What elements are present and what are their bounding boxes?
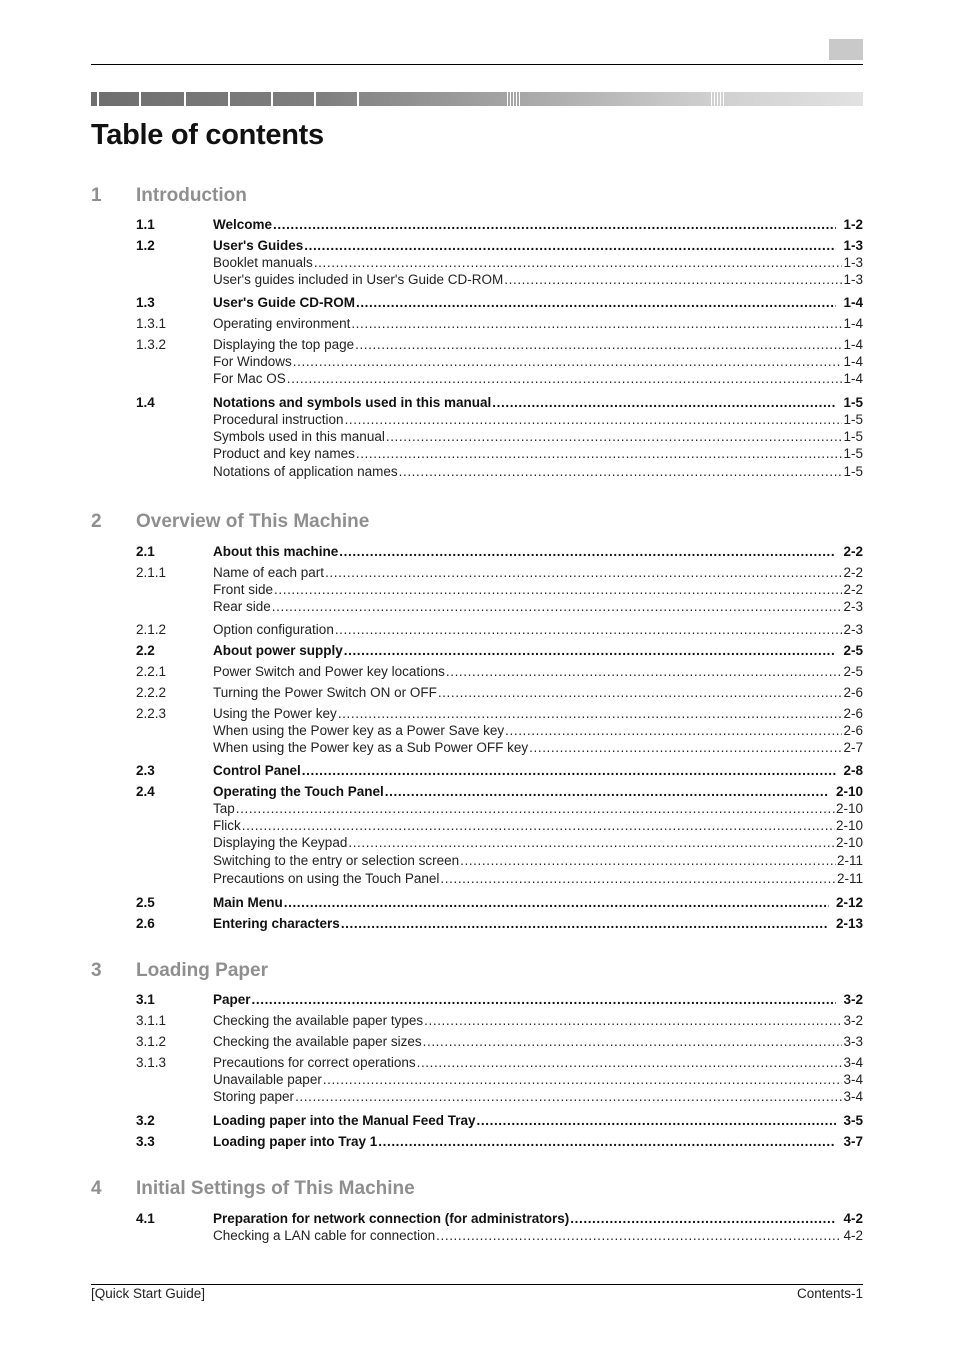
toc-entry-number: 3.2 [136,1113,155,1128]
toc-entry-title: Loading paper into the Manual Feed Tray [213,1113,476,1128]
chapter-number: 2 [91,511,102,532]
toc-entry-title: Welcome [213,217,273,232]
dot-leader [304,237,836,254]
toc-entry-title: Symbols used in this manual [213,429,385,444]
toc-entry-title: Displaying the Keypad [213,835,348,850]
toc-entry[interactable] [136,353,863,370]
toc-entry[interactable] [136,543,863,560]
dot-leader [477,1112,837,1129]
toc-entry[interactable] [136,991,863,1008]
dot-leader [236,800,835,817]
toc-entry-number: 1.4 [136,395,155,410]
toc-entry-title: Tap [213,801,235,816]
dot-leader [436,1227,842,1244]
dot-leader [344,642,837,659]
dot-leader [356,294,837,311]
dot-leader [284,894,829,911]
toc-entry-number: 1.3 [136,295,155,310]
toc-entry-number: 3.1.3 [136,1055,167,1070]
toc-entry[interactable] [136,894,863,911]
toc-entry-title: For Mac OS [213,371,286,386]
toc-entry-page: 3-3 [843,1034,863,1049]
toc-entry-title: Checking the available paper sizes [213,1034,422,1049]
toc-entry[interactable] [136,598,863,615]
toc-entry-number: 3.1.2 [136,1034,167,1049]
toc-entry-number: 1.2 [136,238,155,253]
toc-entry-title: Power Switch and Power key locations [213,664,445,679]
toc-entry-title: Checking a LAN cable for connection [213,1228,436,1243]
toc-entry[interactable] [136,762,863,779]
dot-leader [570,1210,836,1227]
toc-entry[interactable] [136,870,863,887]
dot-leader [378,1133,836,1150]
dot-leader [386,428,843,445]
dot-leader [272,598,843,615]
chapter-title: Overview of This Machine [136,511,370,532]
toc-entry[interactable] [136,336,863,353]
toc-entry-page: 1-5 [843,446,863,461]
toc-entry-page: 2-2 [843,582,863,597]
dot-leader [335,621,843,638]
dot-leader [302,762,837,779]
dot-leader [351,315,842,332]
toc-entry-title: Procedural instruction [213,412,344,427]
page-title: Table of contents [91,119,324,151]
toc-entry-title: Option configuration [213,622,334,637]
toc-entry[interactable] [136,1033,863,1050]
toc-entry-page: 2-6 [843,685,863,700]
toc-entry-title: Operating environment [213,316,351,331]
dot-leader [345,411,843,428]
dot-leader [314,254,843,271]
toc-entry-page: 2-12 [835,895,863,910]
toc-entry-page: 3-4 [843,1089,863,1104]
dot-leader [460,852,836,869]
chapter-number: 1 [91,185,102,206]
toc-entry-number: 2.1.1 [136,565,167,580]
dot-leader [252,991,837,1008]
toc-entry-number: 3.1.1 [136,1013,167,1028]
toc-entry-title: About this machine [213,544,339,559]
toc-entry-page: 2-8 [843,763,863,778]
toc-entry-title: Paper [213,992,251,1007]
toc-entry-title: For Windows [213,354,292,369]
decorative-header-bar [91,92,863,106]
toc-entry-page: 2-6 [843,706,863,721]
dot-leader [348,834,835,851]
toc-entry-page: 2-6 [843,723,863,738]
toc-entry[interactable] [136,254,863,271]
toc-entry-title: Unavailable paper [213,1072,322,1087]
toc-entry-number: 2.5 [136,895,155,910]
dot-leader [424,1012,842,1029]
toc-entry-title: Switching to the entry or selection screen [213,853,460,868]
footer-page-number: Contents-1 [796,1286,863,1301]
toc-entry-title: Name of each part [213,565,325,580]
toc-entry-page: 1-3 [843,272,863,287]
toc-entry-page: 3-2 [843,992,863,1007]
toc-entry-page: 2-11 [836,871,863,886]
toc-entry[interactable] [136,294,863,311]
toc-entry[interactable] [136,1112,863,1129]
toc-entry[interactable] [136,411,863,428]
toc-entry-title: Flick [213,818,241,833]
toc-entry-title: Using the Power key [213,706,337,721]
toc-entry[interactable] [136,817,863,834]
dot-leader [529,739,842,756]
toc-entry[interactable] [136,1133,863,1150]
toc-entry-page: 3-2 [843,1013,863,1028]
toc-entry-number: 1.3.1 [136,316,167,331]
chapter-title: Loading Paper [136,960,268,981]
toc-entry-page: 2-11 [836,853,863,868]
toc-entry-title: Notations of application names [213,464,398,479]
toc-entry-page: 2-5 [843,643,863,658]
chapter-number: 4 [91,1178,102,1199]
toc-entry-title: User's Guides [213,238,304,253]
toc-entry[interactable] [136,216,863,233]
toc-entry-title: Control Panel [213,763,301,778]
toc-entry[interactable] [136,722,863,739]
dot-leader [504,271,842,288]
toc-entry[interactable] [136,394,863,411]
toc-entry-number: 2.2 [136,643,155,658]
toc-entry-title: Booklet manuals [213,255,313,270]
toc-entry[interactable] [136,705,863,722]
toc-entry-title: About power supply [213,643,343,658]
toc-entry[interactable] [136,1227,863,1244]
toc-entry-title: Main Menu [213,895,283,910]
dot-leader [295,1088,842,1105]
dot-leader [273,216,836,233]
dot-leader [242,817,835,834]
chapter-title: Initial Settings of This Machine [136,1178,415,1199]
toc-entry-page: 3-5 [843,1113,863,1128]
toc-entry-title: Front side [213,582,274,597]
toc-entry-page: 2-3 [843,599,863,614]
toc-entry-title: Loading paper into Tray 1 [213,1134,378,1149]
toc-entry-number: 4.1 [136,1211,155,1226]
toc-entry-page: 1-4 [843,354,863,369]
toc-entry-number: 2.2.3 [136,706,167,721]
toc-entry-page: 1-4 [843,316,863,331]
toc-entry[interactable] [136,237,863,254]
toc-entry-title: Turning the Power Switch ON or OFF [213,685,437,700]
dot-leader [440,870,836,887]
toc-entry-number: 3.3 [136,1134,155,1149]
dot-leader [399,463,843,480]
toc-entry-title: Storing paper [213,1089,295,1104]
toc-entry-page: 2-10 [835,784,863,799]
toc-entry-page: 2-2 [843,544,863,559]
toc-entry[interactable] [136,428,863,445]
dot-leader [423,1033,843,1050]
dot-leader [492,394,836,411]
dot-leader [287,370,843,387]
toc-entry-title: Product and key names [213,446,355,461]
toc-entry-title: User's Guide CD-ROM [213,295,355,310]
toc-entry[interactable] [136,581,863,598]
toc-entry-page: 2-10 [835,835,863,850]
toc-entry-page: 2-5 [843,664,863,679]
dot-leader [438,684,843,701]
toc-entry-number: 2.1 [136,544,155,559]
toc-entry-page: 3-4 [843,1055,863,1070]
dot-leader [356,445,843,462]
dot-leader [338,705,843,722]
toc-entry[interactable] [136,739,863,756]
toc-entry-page: 2-10 [835,801,863,816]
toc-entry-page: 3-4 [843,1072,863,1087]
toc-entry[interactable] [136,684,863,701]
toc-entry-number: 2.1.2 [136,622,167,637]
footer-document-name: [Quick Start Guide] [91,1286,206,1301]
dot-leader [274,581,842,598]
toc-entry[interactable] [136,621,863,638]
dot-leader [341,915,829,932]
toc-entry-page: 1-3 [843,255,863,270]
toc-entry[interactable] [136,800,863,817]
toc-entry-page: 1-4 [843,337,863,352]
toc-entry-title: Preparation for network connection (for administrators) [213,1211,570,1226]
header-rule [91,64,863,65]
dot-leader [446,663,843,680]
toc-entry-title: Entering characters [213,916,340,931]
toc-entry-page: 3-7 [843,1134,863,1149]
toc-entry-title: Precautions for correct operations [213,1055,416,1070]
toc-entry-page: 1-4 [843,371,863,386]
toc-entry[interactable] [136,663,863,680]
toc-entry-title: Rear side [213,599,271,614]
dot-leader [325,564,842,581]
toc-entry[interactable] [136,783,863,800]
toc-entry[interactable] [136,852,863,869]
toc-entry[interactable] [136,1071,863,1088]
toc-entry[interactable] [136,370,863,387]
toc-entry-title: User's guides included in User's Guide CD-ROM [213,272,504,287]
toc-entry[interactable] [136,445,863,462]
toc-entry[interactable] [136,834,863,851]
toc-entry-number: 3.1 [136,992,155,1007]
toc-entry-page: 4-2 [843,1228,863,1243]
toc-entry-number: 2.2.2 [136,685,167,700]
toc-entry-number: 2.3 [136,763,155,778]
chapter-number: 3 [91,960,102,981]
toc-entry[interactable] [136,271,863,288]
toc-entry-title: Precautions on using the Touch Panel [213,871,440,886]
chapter-title: Introduction [136,185,247,206]
dot-leader [323,1071,843,1088]
toc-entry[interactable] [136,1088,863,1105]
toc-entry-page: 2-13 [835,916,863,931]
toc-entry-number: 1.3.2 [136,337,167,352]
footer-rule [91,1284,863,1285]
toc-entry-number: 1.1 [136,217,155,232]
toc-entry-title: When using the Power key as a Sub Power OFF key [213,740,529,755]
dot-leader [417,1054,843,1071]
toc-entry[interactable] [136,642,863,659]
toc-entry[interactable] [136,1054,863,1071]
toc-entry-title: When using the Power key as a Power Save key [213,723,505,738]
toc-entry-number: 2.2.1 [136,664,167,679]
toc-entry-number: 2.4 [136,784,155,799]
toc-entry-title: Operating the Touch Panel [213,784,384,799]
toc-entry-page: 2-10 [835,818,863,833]
toc-entry-page: 1-4 [843,295,863,310]
toc-entry[interactable] [136,1210,863,1227]
toc-entry-page: 2-2 [843,565,863,580]
toc-entry-title: Notations and symbols used in this manual [213,395,492,410]
toc-entry-page: 1-3 [843,238,863,253]
toc-entry-page: 1-5 [843,464,863,479]
toc-entry-page: 2-7 [843,740,863,755]
toc-entry-title: Checking the available paper types [213,1013,424,1028]
toc-entry-page: 1-5 [843,429,863,444]
toc-entry[interactable] [136,564,863,581]
toc-entry-page: 1-2 [843,217,863,232]
dot-leader [339,543,836,560]
toc-entry[interactable] [136,315,863,332]
toc-entry-title: Displaying the top page [213,337,355,352]
toc-entry[interactable] [136,915,863,932]
toc-entry-page: 1-5 [843,412,863,427]
page-tab-marker [829,39,863,60]
toc-entry-number: 2.6 [136,916,155,931]
dot-leader [385,783,829,800]
dot-leader [355,336,842,353]
toc-entry-page: 2-3 [843,622,863,637]
toc-entry[interactable] [136,1012,863,1029]
toc-entry-page: 4-2 [843,1211,863,1226]
toc-entry[interactable] [136,463,863,480]
dot-leader [293,353,843,370]
toc-entry-page: 1-5 [843,395,863,410]
dot-leader [505,722,842,739]
